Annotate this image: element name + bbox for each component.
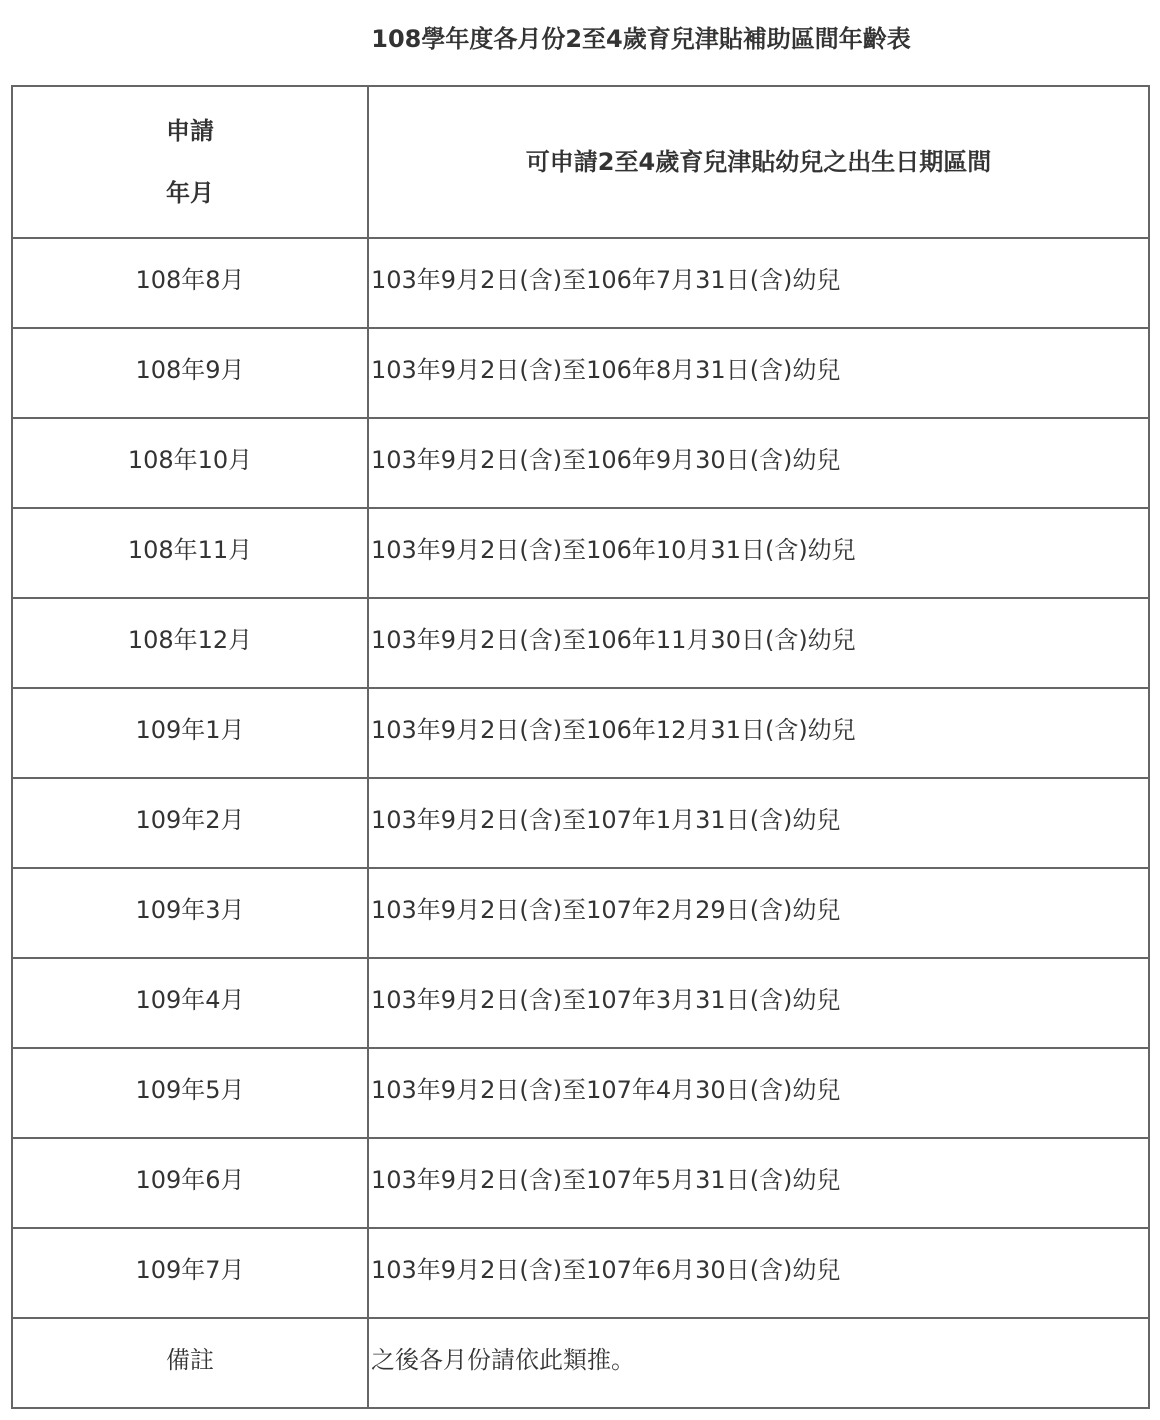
remark-text-cell xyxy=(368,1318,1149,1408)
table-row xyxy=(12,238,1149,328)
table-row xyxy=(12,1138,1149,1228)
birth-range-text: 103年9月2日(含)至106年9月30日(含)幼兒 xyxy=(371,446,841,474)
birth-range-text: 103年9月2日(含)至106年8月31日(含)幼兒 xyxy=(371,356,841,384)
apply-month-cell xyxy=(12,508,368,598)
birth-range-cell xyxy=(368,868,1149,958)
apply-month-cell xyxy=(12,598,368,688)
apply-month-cell xyxy=(12,778,368,868)
header-apply-month-line1: 申請 xyxy=(166,117,214,145)
remark-label-cell xyxy=(12,1318,368,1408)
header-apply-month-line2: 年月 xyxy=(166,179,214,207)
apply-month-text: 108年8月 xyxy=(135,266,245,294)
apply-month-text: 109年5月 xyxy=(135,1076,245,1104)
table-row xyxy=(12,1048,1149,1138)
table-header-row xyxy=(12,86,1149,238)
birth-range-cell xyxy=(368,958,1149,1048)
birth-range-text: 103年9月2日(含)至106年11月30日(含)幼兒 xyxy=(371,626,856,654)
apply-month-text: 109年1月 xyxy=(135,716,245,744)
birth-range-cell xyxy=(368,1138,1149,1228)
birth-range-cell xyxy=(368,598,1149,688)
header-birth-date-range: 可申請2至4歲育兒津貼幼兒之出生日期區間 xyxy=(368,86,1149,238)
apply-month-text: 109年4月 xyxy=(135,986,245,1014)
birth-range-text: 103年9月2日(含)至107年1月31日(含)幼兒 xyxy=(371,806,841,834)
page-title: 108學年度各月份2至4歲育兒津貼補助區間年齡表 xyxy=(371,25,911,53)
table-row xyxy=(12,688,1149,778)
birth-range-text: 103年9月2日(含)至106年7月31日(含)幼兒 xyxy=(371,266,841,294)
apply-month-cell xyxy=(12,958,368,1048)
table-row xyxy=(12,958,1149,1048)
apply-month-text: 108年12月 xyxy=(127,626,253,654)
apply-month-cell xyxy=(12,418,368,508)
birth-range-text: 103年9月2日(含)至107年2月29日(含)幼兒 xyxy=(371,896,841,924)
apply-month-cell xyxy=(12,238,368,328)
table-row xyxy=(12,328,1149,418)
apply-month-cell xyxy=(12,868,368,958)
table-row xyxy=(12,1228,1149,1318)
table-row xyxy=(12,508,1149,598)
table-row xyxy=(12,598,1149,688)
remark-text: 之後各月份請依此類推。 xyxy=(371,1346,635,1374)
birth-range-text: 103年9月2日(含)至106年12月31日(含)幼兒 xyxy=(371,716,856,744)
birth-range-text: 103年9月2日(含)至107年4月30日(含)幼兒 xyxy=(371,1076,841,1104)
birth-range-text: 103年9月2日(含)至107年6月30日(含)幼兒 xyxy=(371,1256,841,1284)
apply-month-text: 109年6月 xyxy=(135,1166,245,1194)
birth-range-cell xyxy=(368,778,1149,868)
apply-month-cell xyxy=(12,1138,368,1228)
apply-month-cell xyxy=(12,328,368,418)
birth-range-cell xyxy=(368,238,1149,328)
table-row xyxy=(12,778,1149,868)
header-apply-month xyxy=(12,86,368,238)
birth-range-cell xyxy=(368,1228,1149,1318)
age-range-table xyxy=(11,85,1150,1409)
apply-month-text: 108年11月 xyxy=(127,536,253,564)
birth-range-text: 103年9月2日(含)至107年3月31日(含)幼兒 xyxy=(371,986,841,1014)
birth-range-cell xyxy=(368,418,1149,508)
birth-range-cell xyxy=(368,1048,1149,1138)
birth-range-text: 103年9月2日(含)至106年10月31日(含)幼兒 xyxy=(371,536,856,564)
apply-month-text: 109年7月 xyxy=(135,1256,245,1284)
table-row xyxy=(12,418,1149,508)
remark-label-text: 備註 xyxy=(166,1346,214,1374)
table-body xyxy=(12,238,1149,1408)
apply-month-cell xyxy=(12,1048,368,1138)
birth-range-text: 103年9月2日(含)至107年5月31日(含)幼兒 xyxy=(371,1166,841,1194)
table-row xyxy=(12,868,1149,958)
apply-month-text: 108年9月 xyxy=(135,356,245,384)
birth-range-cell xyxy=(368,328,1149,418)
apply-month-cell xyxy=(12,688,368,778)
birth-range-cell xyxy=(368,688,1149,778)
apply-month-text: 108年10月 xyxy=(127,446,253,474)
apply-month-text: 109年2月 xyxy=(135,806,245,834)
birth-range-cell xyxy=(368,508,1149,598)
table-row-remark xyxy=(12,1318,1149,1408)
apply-month-cell xyxy=(12,1228,368,1318)
apply-month-text: 109年3月 xyxy=(135,896,245,924)
